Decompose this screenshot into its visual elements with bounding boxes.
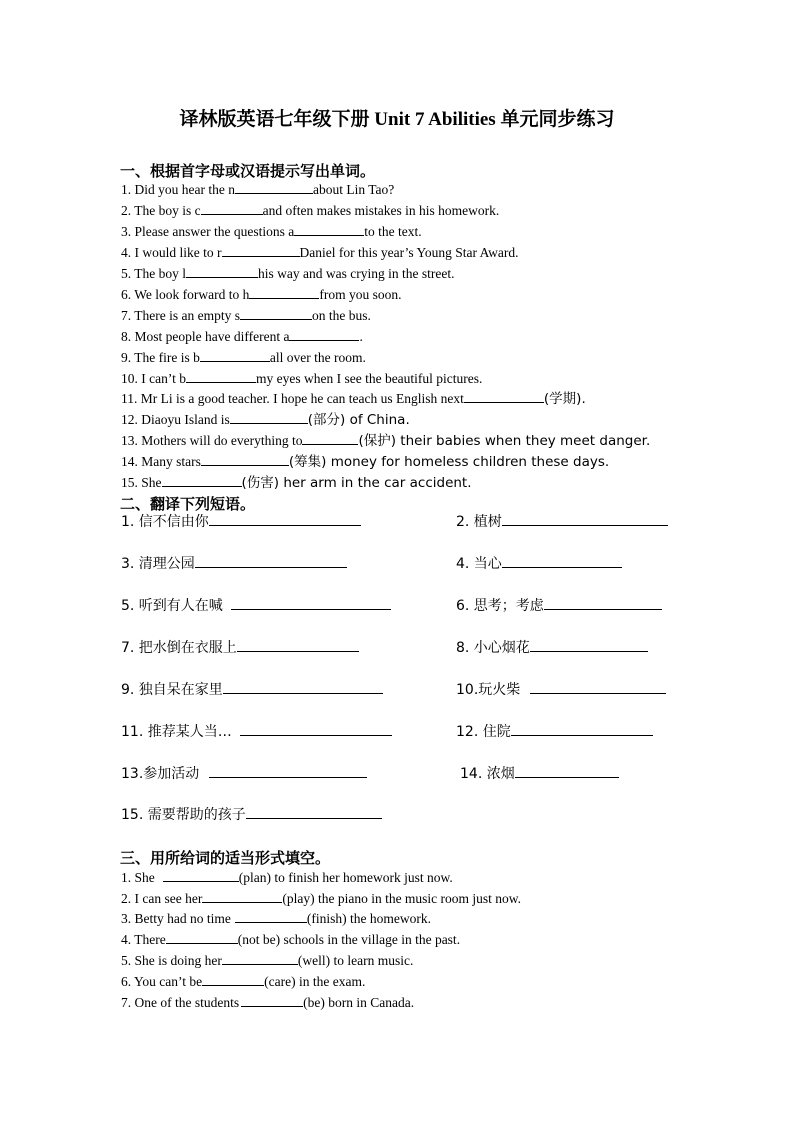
exercise-item: 4. There (not be) schools in the village in the past. <box>121 932 461 947</box>
phrase-item: 15. 需要帮助的孩子 <box>121 806 382 824</box>
exercise-item: 5. She is doing her (well) to learn music. <box>121 953 414 968</box>
answer-blank[interactable] <box>223 681 383 694</box>
answer-blank[interactable] <box>222 244 300 257</box>
phrase-item: 9. 独自呆在家里 <box>121 681 383 699</box>
section3-heading: 三、用所给词的适当形式填空。 <box>120 849 331 867</box>
answer-blank[interactable] <box>511 723 653 736</box>
phrase-item: 14. 浓烟 <box>460 765 619 783</box>
exercise-item: 9. The fire is b all over the room. <box>121 350 366 365</box>
answer-blank[interactable] <box>201 453 289 466</box>
answer-blank[interactable] <box>530 681 666 694</box>
answer-blank[interactable] <box>530 639 648 652</box>
answer-blank[interactable] <box>237 639 359 652</box>
answer-blank[interactable] <box>209 765 367 778</box>
exercise-item: 3. Betty had no time (finish) the homework. <box>121 911 431 926</box>
answer-blank[interactable] <box>235 181 313 194</box>
answer-blank[interactable] <box>240 307 312 320</box>
phrase-item: 5. 听到有人在喊 <box>121 597 391 615</box>
phrase-item: 7. 把水倒在衣服上 <box>121 639 359 657</box>
phrase-item: 13.参加活动 <box>121 765 367 783</box>
phrase-item: 4. 当心 <box>456 555 622 573</box>
exercise-item: 15. She (伤害) her arm in the car accident. <box>121 475 472 491</box>
exercise-item: 14. Many stars (筹集) money for homeless children these days. <box>121 454 610 470</box>
answer-blank[interactable] <box>302 432 358 445</box>
exercise-item: 12. Diaoyu Island is (部分) of China. <box>121 412 410 428</box>
answer-blank[interactable] <box>502 513 668 526</box>
section2-heading: 二、翻译下列短语。 <box>120 495 256 513</box>
answer-blank[interactable] <box>209 513 361 526</box>
exercise-item: 7. There is an empty s on the bus. <box>121 308 371 323</box>
answer-blank[interactable] <box>240 723 392 736</box>
exercise-item: 6. You can’t be (care) in the exam. <box>121 974 366 989</box>
answer-blank[interactable] <box>230 411 308 424</box>
exercise-item: 5. The boy l his way and was crying in the street. <box>121 266 455 281</box>
phrase-item: 1. 信不信由你 <box>121 513 361 531</box>
answer-blank[interactable] <box>241 994 303 1007</box>
phrase-item: 2. 植树 <box>456 513 668 531</box>
phrase-item: 8. 小心烟花 <box>456 639 648 657</box>
answer-blank[interactable] <box>246 806 382 819</box>
exercise-item: 3. Please answer the questions a to the text. <box>121 224 422 239</box>
exercise-item: 7. One of the students (be) born in Canada. <box>121 995 415 1010</box>
answer-blank[interactable] <box>515 765 619 778</box>
phrase-item: 11. 推荐某人当… <box>121 723 392 741</box>
answer-blank[interactable] <box>544 597 662 610</box>
answer-blank[interactable] <box>186 370 256 383</box>
exercise-item: 6. We look forward to h from you soon. <box>121 287 402 302</box>
answer-blank[interactable] <box>294 223 364 236</box>
answer-blank[interactable] <box>231 597 391 610</box>
answer-blank[interactable] <box>502 555 622 568</box>
answer-blank[interactable] <box>186 265 258 278</box>
exercise-item: 4. I would like to r Daniel for this year’s Young Star Award. <box>121 245 519 260</box>
answer-blank[interactable] <box>166 931 238 944</box>
phrase-item: 3. 清理公园 <box>121 555 347 573</box>
exercise-item: 11. Mr Li is a good teacher. I hope he can teach us English next (学期). <box>121 391 586 407</box>
answer-blank[interactable] <box>201 202 263 215</box>
answer-blank[interactable] <box>464 390 544 403</box>
exercise-item: 1. Did you hear the n about Lin Tao? <box>121 182 395 197</box>
exercise-item: 10. I can’t b my eyes when I see the beautiful pictures. <box>121 371 483 386</box>
answer-blank[interactable] <box>200 349 270 362</box>
exercise-item: 8. Most people have different a . <box>121 329 363 344</box>
answer-blank[interactable] <box>235 910 307 923</box>
answer-blank[interactable] <box>163 869 239 882</box>
answer-blank[interactable] <box>202 973 264 986</box>
exercise-item: 2. I can see her (play) the piano in the music room just now. <box>121 891 522 906</box>
answer-blank[interactable] <box>289 328 359 341</box>
exercise-item: 1. She (plan) to finish her homework just now. <box>121 870 453 885</box>
exercise-item: 13. Mothers will do everything to (保护) their babies when they meet danger. <box>121 433 651 449</box>
page-title: 译林版英语七年级下册 Unit 7 Abilities 单元同步练习 <box>179 109 615 130</box>
answer-blank[interactable] <box>222 952 298 965</box>
answer-blank[interactable] <box>162 474 242 487</box>
exercise-item: 2. The boy is c and often makes mistakes in his homework. <box>121 203 500 218</box>
phrase-item: 10.玩火柴 <box>456 681 666 699</box>
phrase-item: 12. 住院 <box>456 723 653 741</box>
answer-blank[interactable] <box>249 286 319 299</box>
answer-blank[interactable] <box>202 890 282 903</box>
answer-blank[interactable] <box>195 555 347 568</box>
section1-heading: 一、根据首字母或汉语提示写出单词。 <box>120 162 376 180</box>
phrase-item: 6. 思考；考虑 <box>456 597 662 615</box>
